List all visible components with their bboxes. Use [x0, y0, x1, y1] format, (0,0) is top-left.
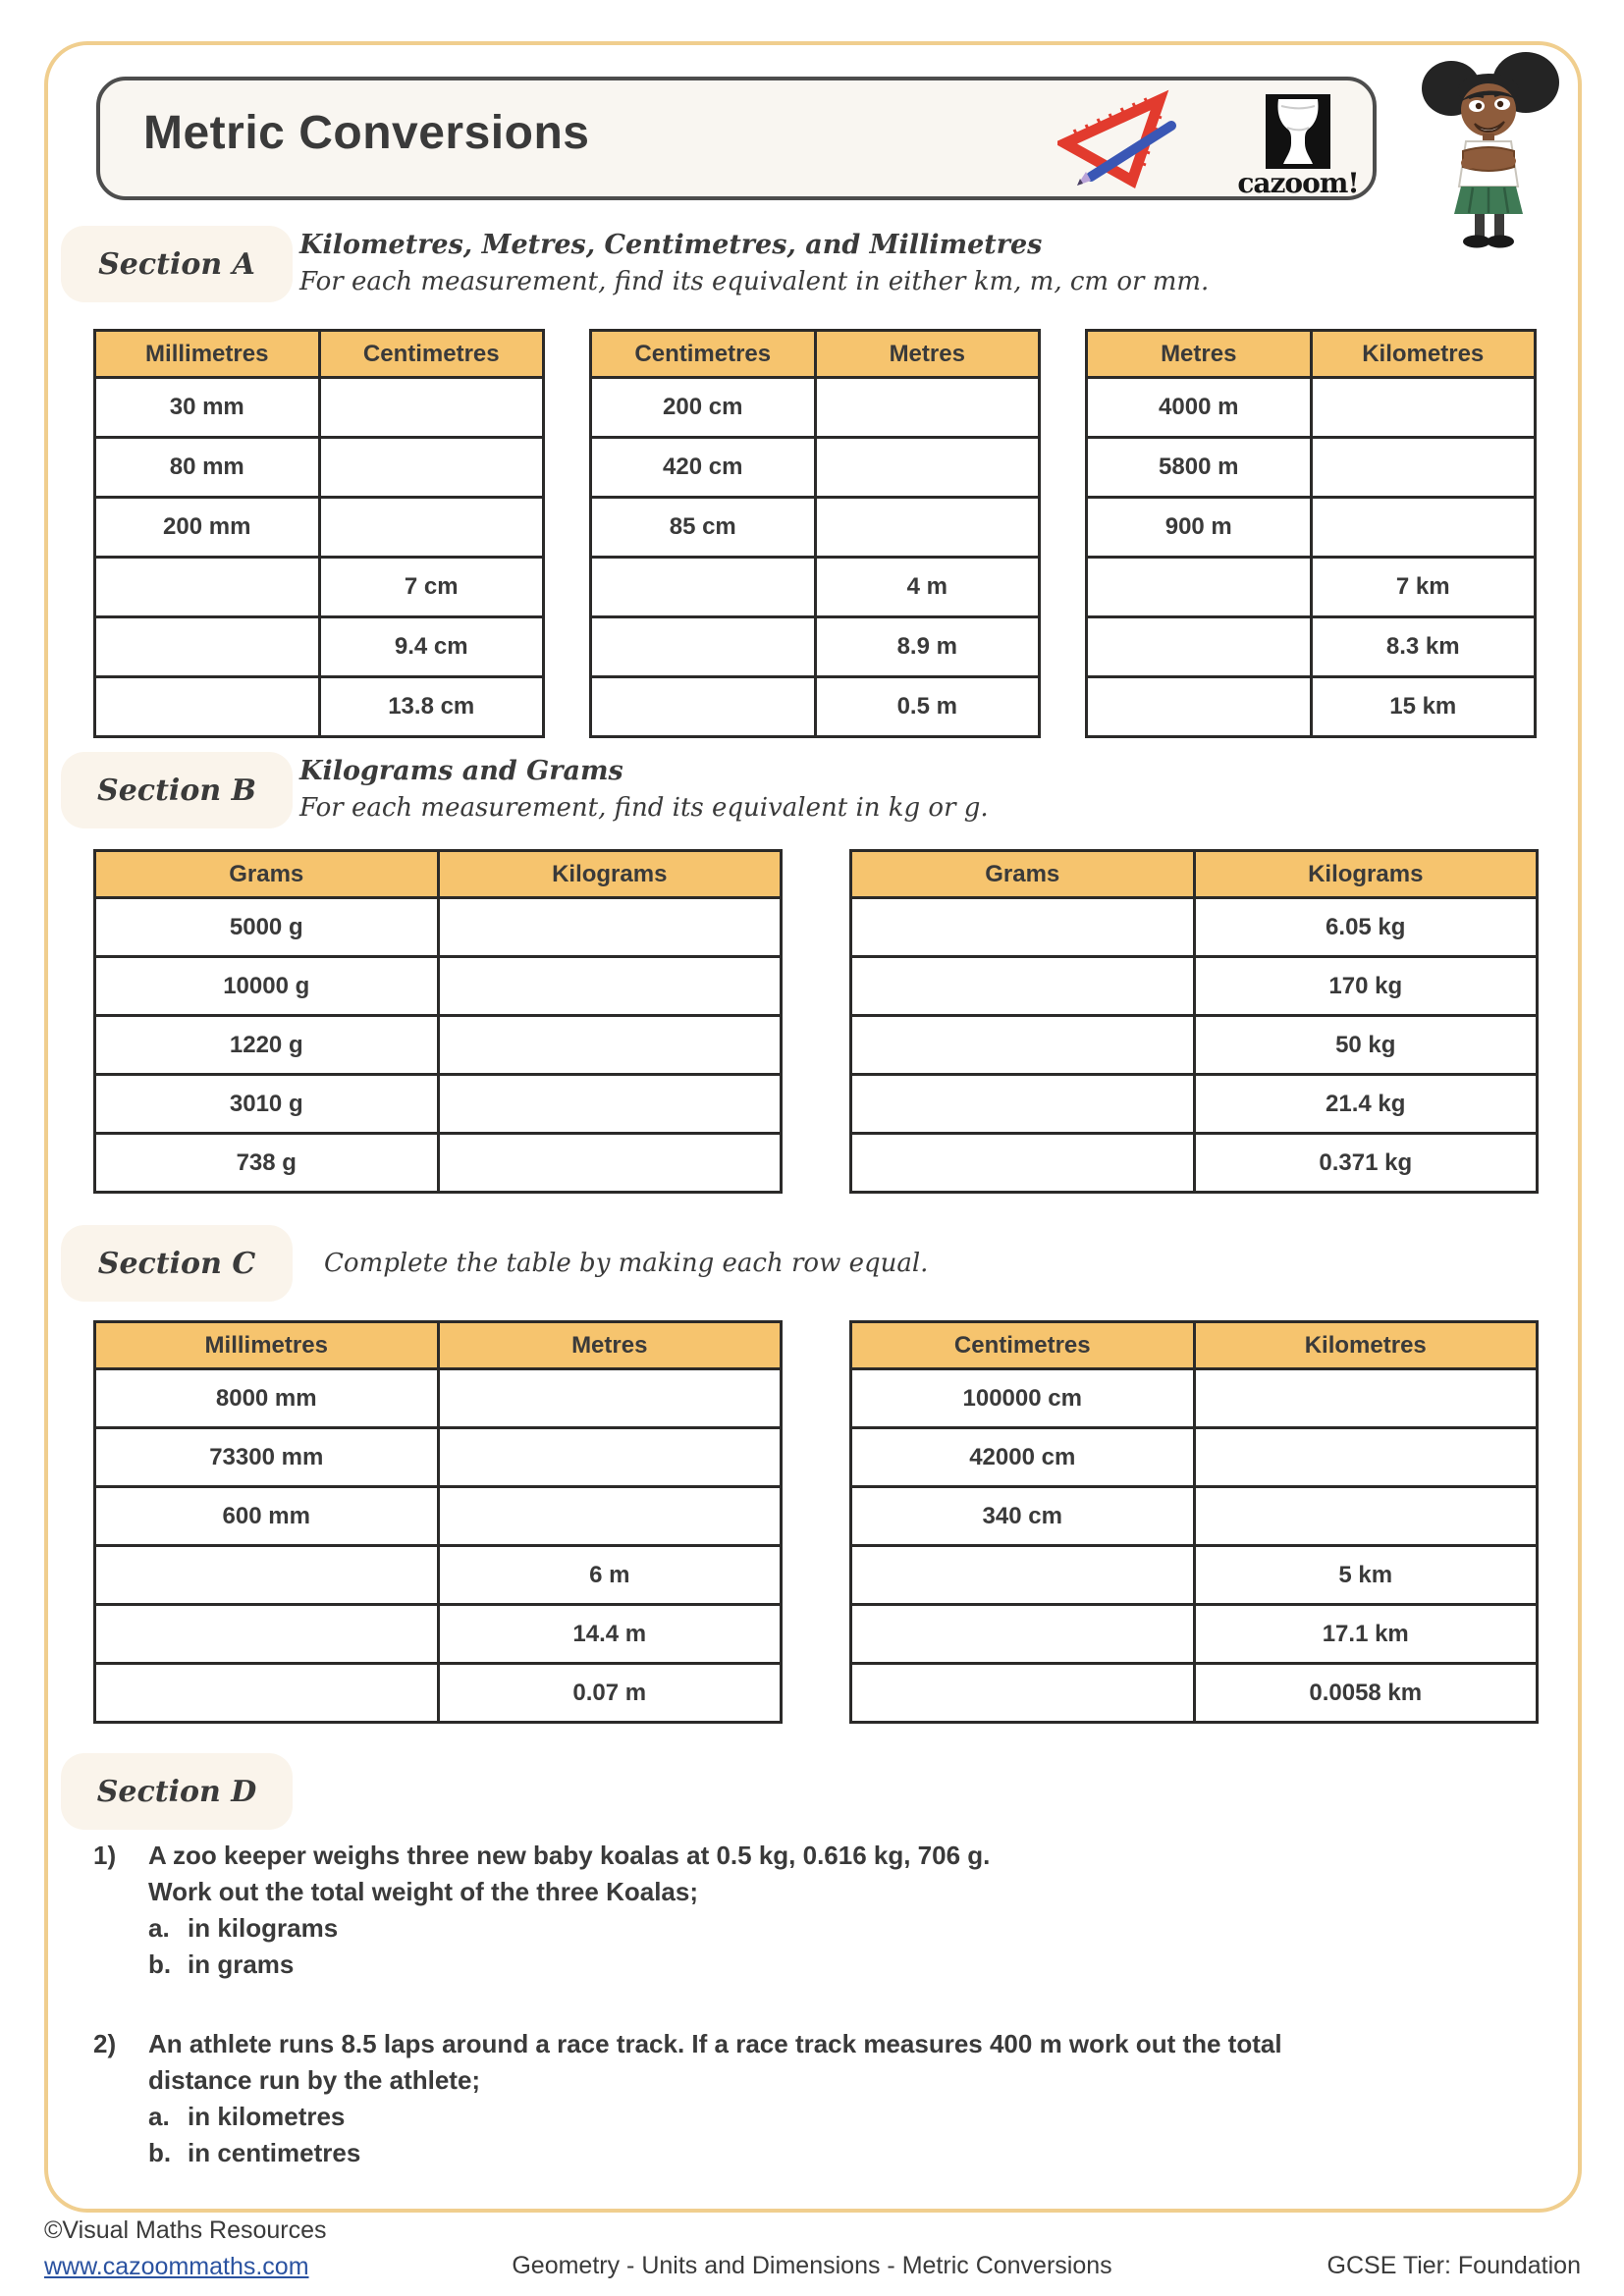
answer-cell: [438, 1428, 782, 1487]
table-row: [95, 1605, 782, 1664]
question-sub-item: [148, 2099, 1282, 2135]
table-row: [851, 1487, 1538, 1546]
table-row: [1087, 617, 1536, 677]
table-row: [95, 1369, 782, 1428]
value-cell: 4 m: [815, 558, 1040, 617]
section-d-questions: [93, 1838, 1527, 2215]
answer-cell: [851, 1134, 1195, 1193]
value-cell: 10000 g: [95, 957, 439, 1016]
table-row: [851, 1369, 1538, 1428]
column-header: Grams: [95, 851, 439, 898]
value-cell: 200 cm: [591, 378, 816, 438]
answer-cell: [95, 677, 320, 737]
section-a-instruction: For each measurement, find its equivalent in either km, m, cm or mm.: [299, 267, 1210, 296]
table-row: [851, 1016, 1538, 1075]
table-row: [95, 1428, 782, 1487]
student-character-illustration: [1412, 49, 1577, 250]
section-c-instruction: Complete the table by making each row equal.: [324, 1249, 929, 1278]
answer-cell: [1311, 498, 1536, 558]
value-cell: 42000 cm: [851, 1428, 1195, 1487]
table-row: [591, 438, 1040, 498]
section-b-label: Section B: [61, 752, 293, 828]
value-cell: 85 cm: [591, 498, 816, 558]
worksheet-table: [93, 1320, 783, 1724]
question: [93, 2026, 1527, 2171]
section-c-label: Section C: [61, 1225, 293, 1302]
table-row: [591, 498, 1040, 558]
question-line: An athlete runs 8.5 laps around a race track. If a race track measures 400 m work out the total: [148, 2029, 1282, 2058]
answer-cell: [815, 438, 1040, 498]
sub-item-text: in grams: [188, 1949, 295, 1979]
answer-cell: [95, 617, 320, 677]
value-cell: 3010 g: [95, 1075, 439, 1134]
column-header: Metres: [1087, 331, 1312, 378]
column-header: Kilograms: [1194, 851, 1538, 898]
section-a-label: Section A: [61, 226, 293, 302]
set-square-pencil-icon: [1057, 86, 1195, 196]
column-header: Grams: [851, 851, 1195, 898]
table-row: [851, 1134, 1538, 1193]
page-title: Metric Conversions: [143, 107, 590, 159]
value-cell: 80 mm: [95, 438, 320, 498]
column-header: Metres: [438, 1322, 782, 1369]
question-number: 2): [93, 2029, 117, 2058]
answer-cell: [438, 898, 782, 957]
table-metres-kilometres: [1085, 329, 1537, 738]
cazoom-drum-icon: [1266, 94, 1330, 169]
question-sub-item: [148, 1947, 990, 1983]
column-header: Centimetres: [319, 331, 544, 378]
worksheet-table: [93, 849, 783, 1194]
question-line: A zoo keeper weighs three new baby koalas at 0.5 kg, 0.616 kg, 706 g.: [148, 1841, 991, 1870]
answer-cell: [1194, 1428, 1538, 1487]
section-b-instruction: For each measurement, find its equivalent in kg or g.: [299, 793, 989, 823]
answer-cell: [1194, 1487, 1538, 1546]
table-row: [851, 957, 1538, 1016]
table-row: [95, 677, 544, 737]
value-cell: 6.05 kg: [1194, 898, 1538, 957]
table-row: [591, 558, 1040, 617]
sub-item-text: in kilograms: [188, 1913, 339, 1943]
value-cell: 8000 mm: [95, 1369, 439, 1428]
answer-cell: [851, 1075, 1195, 1134]
value-cell: 30 mm: [95, 378, 320, 438]
value-cell: 600 mm: [95, 1487, 439, 1546]
table-row: [95, 1664, 782, 1723]
section-b-heading: Kilograms and Grams: [299, 756, 623, 786]
answer-cell: [815, 498, 1040, 558]
value-cell: 7 km: [1311, 558, 1536, 617]
question-body: [148, 2026, 1282, 2171]
value-cell: 738 g: [95, 1134, 439, 1193]
table-row: [591, 677, 1040, 737]
table-row: [1087, 378, 1536, 438]
table-row: [95, 1134, 782, 1193]
column-header: Kilometres: [1194, 1322, 1538, 1369]
value-cell: 7 cm: [319, 558, 544, 617]
column-header: Kilometres: [1311, 331, 1536, 378]
answer-cell: [438, 1134, 782, 1193]
value-cell: 340 cm: [851, 1487, 1195, 1546]
table-row: [1087, 438, 1536, 498]
value-cell: 9.4 cm: [319, 617, 544, 677]
value-cell: 4000 m: [1087, 378, 1312, 438]
value-cell: 0.0058 km: [1194, 1664, 1538, 1723]
question-sub-item: [148, 2135, 1282, 2171]
sub-item-marker: b.: [148, 2138, 172, 2167]
answer-cell: [591, 558, 816, 617]
value-cell: 0.07 m: [438, 1664, 782, 1723]
value-cell: 50 kg: [1194, 1016, 1538, 1075]
sub-item-marker: a.: [148, 2102, 170, 2131]
value-cell: 100000 cm: [851, 1369, 1195, 1428]
table-row: [591, 378, 1040, 438]
value-cell: 6 m: [438, 1546, 782, 1605]
question-line: Work out the total weight of the three Koalas;: [148, 1877, 698, 1906]
value-cell: 21.4 kg: [1194, 1075, 1538, 1134]
answer-cell: [95, 1664, 439, 1723]
table-grams-kilograms-2: [849, 849, 1539, 1194]
column-header: Kilograms: [438, 851, 782, 898]
answer-cell: [851, 898, 1195, 957]
footer-copyright: ©Visual Maths Resources: [44, 2216, 327, 2244]
value-cell: 5 km: [1194, 1546, 1538, 1605]
table-row: [95, 957, 782, 1016]
column-header: Metres: [815, 331, 1040, 378]
table-row: [1087, 677, 1536, 737]
table-row: [591, 617, 1040, 677]
value-cell: 0.5 m: [815, 677, 1040, 737]
answer-cell: [319, 438, 544, 498]
answer-cell: [851, 1546, 1195, 1605]
table-centimetres-kilometres: [849, 1320, 1539, 1724]
value-cell: 8.3 km: [1311, 617, 1536, 677]
answer-cell: [1194, 1369, 1538, 1428]
value-cell: 1220 g: [95, 1016, 439, 1075]
value-cell: 200 mm: [95, 498, 320, 558]
worksheet-table: [1085, 329, 1537, 738]
answer-cell: [1087, 677, 1312, 737]
table-row: [95, 1075, 782, 1134]
sub-item-marker: a.: [148, 1913, 170, 1943]
answer-cell: [438, 1075, 782, 1134]
table-row: [95, 378, 544, 438]
footer-tier: GCSE Tier: Foundation: [1326, 2252, 1581, 2279]
value-cell: 73300 mm: [95, 1428, 439, 1487]
title-box: [96, 77, 1377, 200]
table-row: [95, 1546, 782, 1605]
table-row: [1087, 498, 1536, 558]
table-row: [95, 558, 544, 617]
column-header: Millimetres: [95, 331, 320, 378]
answer-cell: [95, 1605, 439, 1664]
table-row: [851, 1664, 1538, 1723]
footer-topic: Geometry - Units and Dimensions - Metric Conversions: [512, 2252, 1112, 2279]
table-row: [851, 1428, 1538, 1487]
cazoom-logo-text: cazoom!: [1237, 167, 1359, 199]
value-cell: 15 km: [1311, 677, 1536, 737]
answer-cell: [438, 1016, 782, 1075]
worksheet-table: [589, 329, 1041, 738]
answer-cell: [1087, 617, 1312, 677]
answer-cell: [591, 677, 816, 737]
answer-cell: [95, 558, 320, 617]
value-cell: 900 m: [1087, 498, 1312, 558]
table-row: [851, 1546, 1538, 1605]
column-header: Millimetres: [95, 1322, 439, 1369]
answer-cell: [438, 957, 782, 1016]
answer-cell: [851, 1016, 1195, 1075]
column-header: Centimetres: [851, 1322, 1195, 1369]
table-row: [851, 1075, 1538, 1134]
sub-item-marker: b.: [148, 1949, 172, 1979]
answer-cell: [319, 378, 544, 438]
section-a-heading: Kilometres, Metres, Centimetres, and Millimetres: [299, 230, 1043, 260]
column-header: Centimetres: [591, 331, 816, 378]
value-cell: 8.9 m: [815, 617, 1040, 677]
value-cell: 420 cm: [591, 438, 816, 498]
sub-item-text: in kilometres: [188, 2102, 346, 2131]
footer-website-link[interactable]: www.cazoommaths.com: [44, 2253, 309, 2280]
value-cell: 170 kg: [1194, 957, 1538, 1016]
sub-item-text: in centimetres: [188, 2138, 361, 2167]
answer-cell: [851, 1605, 1195, 1664]
table-millimetres-metres: [93, 1320, 783, 1724]
table-row: [95, 498, 544, 558]
table-row: [95, 617, 544, 677]
value-cell: 5800 m: [1087, 438, 1312, 498]
answer-cell: [1311, 438, 1536, 498]
answer-cell: [591, 617, 816, 677]
answer-cell: [851, 957, 1195, 1016]
answer-cell: [438, 1487, 782, 1546]
question-line: distance run by the athlete;: [148, 2065, 481, 2095]
table-centimetres-metres: [589, 329, 1041, 738]
table-row: [95, 438, 544, 498]
answer-cell: [438, 1369, 782, 1428]
value-cell: 14.4 m: [438, 1605, 782, 1664]
worksheet-table: [93, 329, 545, 738]
question-number: 1): [93, 1841, 117, 1870]
value-cell: 13.8 cm: [319, 677, 544, 737]
section-d-label: Section D: [61, 1753, 293, 1830]
table-row: [95, 1487, 782, 1546]
value-cell: 5000 g: [95, 898, 439, 957]
answer-cell: [1087, 558, 1312, 617]
question-sub-item: [148, 1910, 990, 1947]
answer-cell: [815, 378, 1040, 438]
question: [93, 1838, 1527, 1983]
value-cell: 0.371 kg: [1194, 1134, 1538, 1193]
table-row: [95, 898, 782, 957]
question-body: [148, 1838, 990, 1983]
answer-cell: [95, 1546, 439, 1605]
worksheet-table: [849, 1320, 1539, 1724]
answer-cell: [319, 498, 544, 558]
table-row: [851, 898, 1538, 957]
table-row: [851, 1605, 1538, 1664]
value-cell: 17.1 km: [1194, 1605, 1538, 1664]
worksheet-table: [849, 849, 1539, 1194]
table-grams-kilograms-1: [93, 849, 783, 1194]
cazoom-logo: [1219, 94, 1377, 199]
table-millimetres-centimetres: [93, 329, 545, 738]
table-row: [95, 1016, 782, 1075]
table-row: [1087, 558, 1536, 617]
answer-cell: [1311, 378, 1536, 438]
answer-cell: [851, 1664, 1195, 1723]
